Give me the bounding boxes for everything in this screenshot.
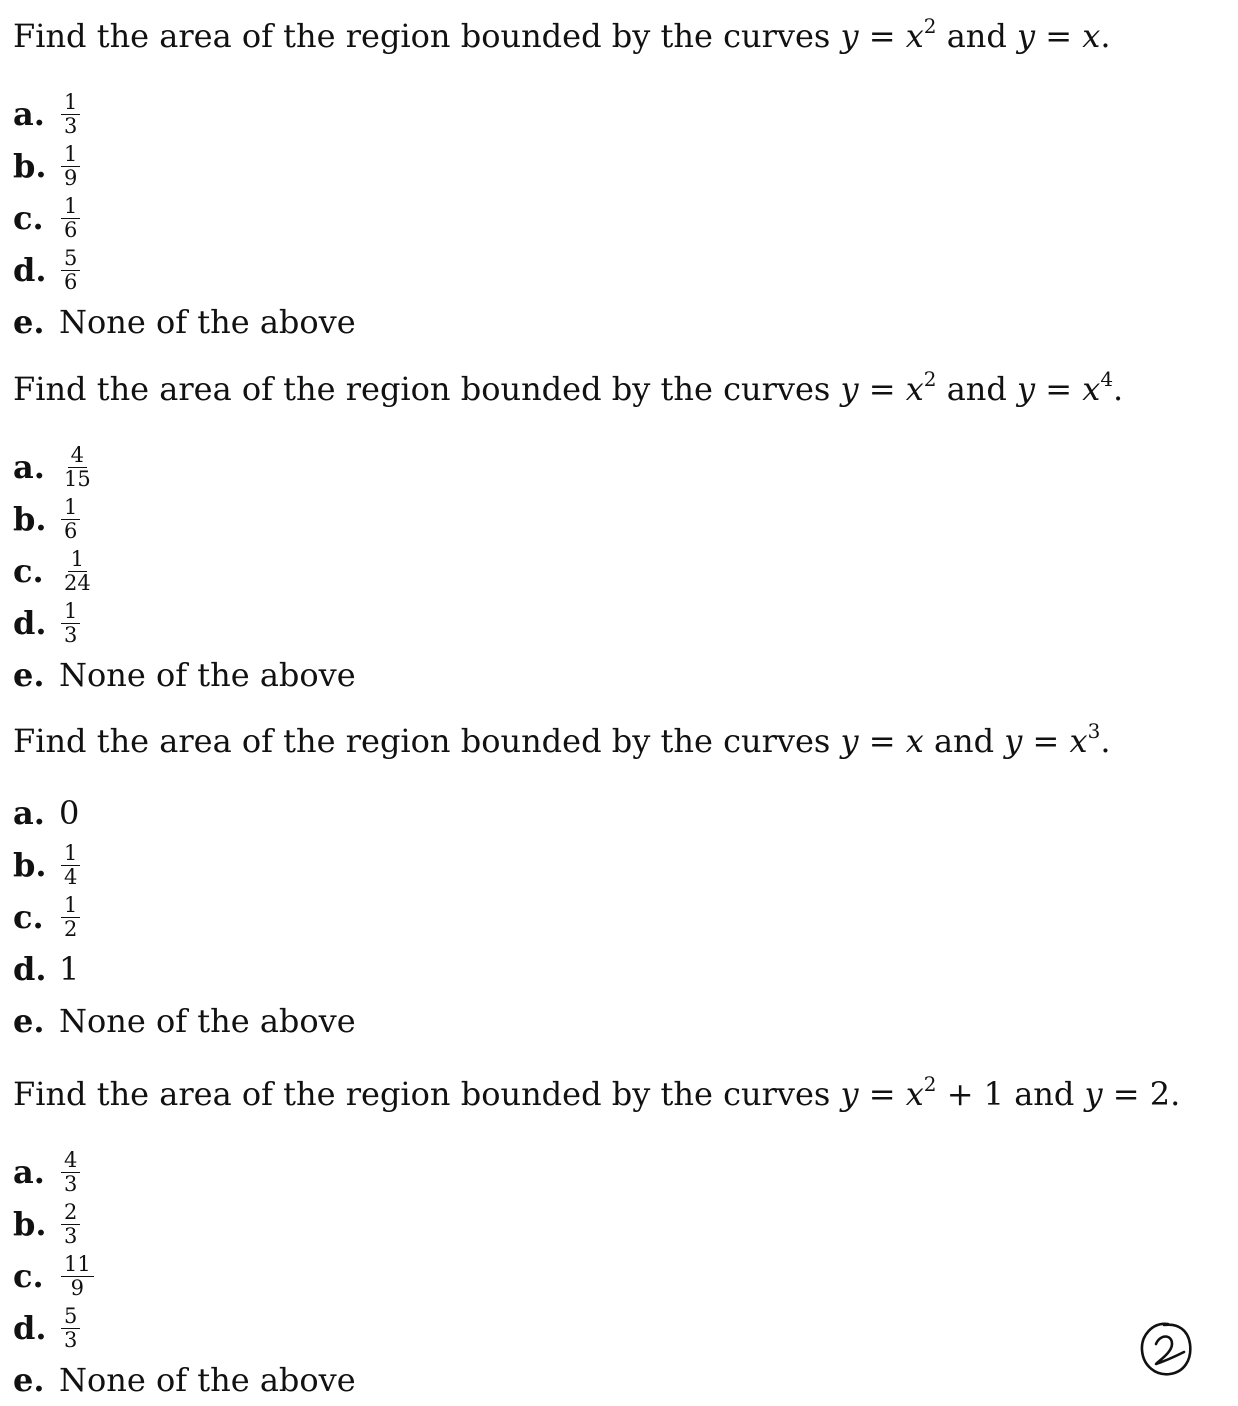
curve2-rhs: x — [1082, 370, 1101, 408]
option-a[interactable] — [13, 787, 79, 839]
curve2-lhs: y — [1084, 1075, 1103, 1113]
fraction-numerator: 1 — [61, 92, 80, 115]
option-letter: d. — [13, 251, 47, 289]
option-letter: c. — [13, 1257, 44, 1295]
option-letter: c. — [13, 898, 44, 936]
option-d[interactable] — [13, 244, 80, 296]
option-c[interactable] — [13, 891, 80, 943]
fraction-denominator: 24 — [64, 570, 91, 595]
curve1-lhs: y — [840, 722, 859, 760]
curve2-lhs: y — [1004, 722, 1023, 760]
option-text: 1 — [59, 950, 80, 988]
stem-text: Find the area of the region bounded by the curves — [13, 370, 831, 408]
fraction-numerator: 5 — [61, 1306, 80, 1329]
option-e[interactable] — [13, 1354, 356, 1406]
fraction-denominator: 6 — [64, 518, 78, 543]
curve1-lhs: y — [840, 17, 859, 55]
option-text: None of the above — [59, 1361, 356, 1399]
option-a[interactable] — [13, 441, 94, 493]
fraction-numerator: 1 — [61, 843, 80, 866]
option-c[interactable] — [13, 1250, 94, 1302]
stem-text: Find the area of the region bounded by the curves — [13, 1075, 831, 1113]
stem-conjunction: and — [1014, 1075, 1075, 1113]
option-fraction — [61, 494, 80, 543]
fraction-denominator: 2 — [64, 916, 78, 941]
option-fraction — [61, 89, 80, 138]
option-fraction — [61, 193, 80, 242]
option-fraction — [61, 245, 80, 294]
option-letter: e. — [13, 303, 45, 341]
option-letter: e. — [13, 1361, 45, 1399]
fraction-denominator: 15 — [64, 466, 91, 491]
stem-end: . — [1100, 722, 1111, 760]
curve2-rhs: 2 — [1149, 1075, 1171, 1113]
curve1-rhs: x — [905, 17, 924, 55]
option-d[interactable] — [13, 943, 79, 995]
handwritten-page-number-mark — [1138, 1318, 1194, 1378]
option-letter: c. — [13, 199, 44, 237]
stem-text: Find the area of the region bounded by the curves — [13, 17, 831, 55]
fraction-denominator: 3 — [64, 1327, 78, 1352]
fraction-numerator: 11 — [61, 1254, 94, 1277]
option-fraction — [61, 598, 80, 647]
fraction-numerator: 1 — [68, 549, 87, 572]
option-d[interactable] — [13, 597, 80, 649]
option-e[interactable] — [13, 995, 356, 1047]
fraction-denominator: 3 — [64, 1171, 78, 1196]
option-e[interactable] — [13, 296, 356, 348]
option-letter: c. — [13, 552, 44, 590]
option-e[interactable] — [13, 649, 356, 701]
option-b[interactable] — [13, 140, 80, 192]
option-c[interactable] — [13, 545, 94, 597]
option-letter: b. — [13, 1205, 47, 1243]
option-b[interactable] — [13, 839, 80, 891]
question-3 — [13, 719, 1213, 1040]
fraction-denominator: 9 — [70, 1275, 85, 1300]
option-d[interactable] — [13, 1302, 80, 1354]
option-text: None of the above — [59, 1002, 356, 1040]
curve1-lhs: y — [840, 1075, 859, 1113]
fraction-numerator: 4 — [68, 445, 87, 468]
fraction-denominator: 4 — [64, 864, 78, 889]
fraction-numerator: 1 — [61, 601, 80, 624]
fraction-denominator: 6 — [64, 217, 78, 242]
curve1-tail: + 1 — [946, 1075, 1005, 1113]
option-fraction — [61, 1251, 94, 1300]
fraction-denominator: 3 — [64, 622, 78, 647]
option-fraction — [61, 1303, 80, 1352]
option-b[interactable] — [13, 1198, 80, 1250]
curve1-exponent: 2 — [923, 1072, 937, 1096]
fraction-numerator: 1 — [61, 144, 80, 167]
curve2-lhs: y — [1017, 17, 1036, 55]
option-letter: e. — [13, 656, 45, 694]
question-2 — [13, 367, 1213, 694]
option-a[interactable] — [13, 1146, 80, 1198]
option-letter: d. — [13, 604, 47, 642]
option-text: None of the above — [59, 656, 356, 694]
question-stem: Find the area of the region bounded by the curves $y = x^2 + 1$ and y = 2. — [13, 1072, 1181, 1113]
fraction-denominator: 9 — [64, 165, 78, 190]
stem-conjunction: and — [933, 722, 995, 760]
question-stem: Find the area of the region bounded by the curves y = x and $y = x^3$. — [13, 719, 1111, 760]
stem-conjunction: and — [946, 370, 1007, 408]
option-letter: b. — [13, 846, 47, 884]
option-fraction — [61, 840, 80, 889]
option-fraction — [61, 1199, 80, 1248]
option-letter: b. — [13, 500, 47, 538]
option-letter: d. — [13, 1309, 47, 1347]
fraction-denominator: 3 — [64, 1223, 78, 1248]
fraction-numerator: 1 — [61, 196, 80, 219]
circle-stroke — [1142, 1324, 1190, 1374]
curve1-lhs: y — [840, 370, 859, 408]
fraction-numerator: 5 — [61, 248, 80, 271]
option-letter: a. — [13, 1153, 45, 1191]
option-text: 0 — [59, 794, 80, 832]
fraction-denominator: 3 — [64, 113, 78, 138]
curve1-exponent: 2 — [923, 14, 937, 38]
option-b[interactable] — [13, 493, 80, 545]
digit-two-stroke — [1156, 1337, 1184, 1365]
option-c[interactable] — [13, 192, 80, 244]
stem-end: . — [1100, 17, 1111, 55]
option-fraction — [61, 892, 80, 941]
curve1-exponent: 2 — [923, 367, 937, 391]
option-text: None of the above — [59, 303, 356, 341]
option-letter: b. — [13, 147, 47, 185]
stem-end: . — [1170, 1075, 1181, 1113]
stem-end: . — [1113, 370, 1124, 408]
curve1-rhs: x — [905, 722, 924, 760]
curve1-rhs: x — [905, 1075, 924, 1113]
fraction-denominator: 6 — [64, 269, 78, 294]
question-stem: Find the area of the region bounded by the curves $y = x^2$ and $y = x^4$. — [13, 367, 1124, 408]
stem-text: Find the area of the region bounded by the curves — [13, 722, 831, 760]
fraction-numerator: 1 — [61, 895, 80, 918]
stem-conjunction: and — [946, 17, 1007, 55]
fraction-numerator: 4 — [61, 1150, 80, 1173]
fraction-numerator: 2 — [61, 1202, 80, 1225]
question-4 — [13, 1072, 1213, 1399]
fraction-numerator: 1 — [61, 497, 80, 520]
option-a[interactable] — [13, 88, 80, 140]
option-fraction — [61, 442, 94, 491]
curve2-exponent: 3 — [1087, 719, 1101, 743]
option-letter: a. — [13, 794, 45, 832]
option-fraction — [61, 1147, 80, 1196]
question-stem: Find the area of the region bounded by the curves $y = x^2$ and y = x. — [13, 14, 1111, 55]
question-1 — [13, 14, 1213, 341]
curve2-lhs: y — [1017, 370, 1036, 408]
option-letter: a. — [13, 448, 45, 486]
option-fraction — [61, 546, 94, 595]
option-fraction — [61, 141, 80, 190]
option-letter: e. — [13, 1002, 45, 1040]
option-letter: a. — [13, 95, 45, 133]
curve2-rhs: x — [1082, 17, 1101, 55]
curve2-rhs: x — [1069, 722, 1088, 760]
curve2-exponent: 4 — [1100, 367, 1114, 391]
curve1-rhs: x — [905, 370, 924, 408]
option-letter: d. — [13, 950, 47, 988]
